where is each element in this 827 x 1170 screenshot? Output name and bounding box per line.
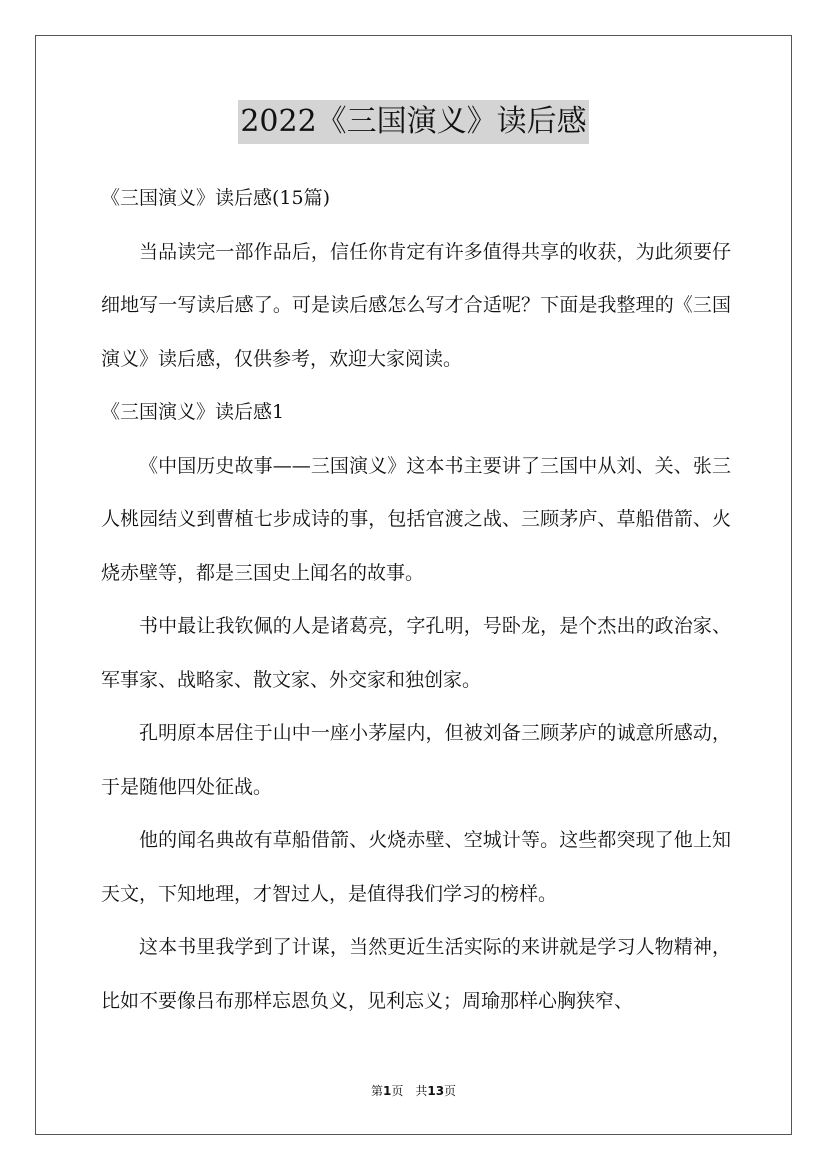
paragraph-intro: 当品读完一部作品后，信任你肯定有许多值得共享的收获，为此须要仔细地写一写读后感了。可是读后感怎么写才合适呢？下面是我整理的《三国演义》读后感，仅供参考，欢迎大家阅读。 bbox=[101, 240, 731, 370]
page-mid: 页 bbox=[391, 1084, 404, 1098]
paragraph-body: 他的闻名典故有草船借箭、火烧赤壁、空城计等。这些都突现了他上知天文，下知地理，才智过人，是值得我们学习的榜样。 bbox=[101, 829, 731, 905]
document-body bbox=[101, 172, 731, 1028]
paragraph-subtitle: 《三国演义》读后感(15篇) bbox=[101, 187, 331, 209]
document-title-wrapper bbox=[0, 100, 827, 144]
paragraph-body: 这本书里我学到了计谋，当然更近生活实际的来讲就是学习人物精神，比如不要像吕布那样忘恩负义，见利忘义；周瑜那样心胸狭窄、 bbox=[101, 936, 731, 1012]
paragraph-body: 《中国历史故事——三国演义》这本书主要讲了三国中从刘、关、张三人桃园结义到曹植七步成诗的事，包括官渡之战、三顾茅庐、草船借箭、火烧赤壁等，都是三国史上闻名的故事。 bbox=[101, 454, 731, 584]
paragraph-section-heading: 《三国演义》读后感1 bbox=[101, 401, 285, 423]
paragraph-body: 书中最让我钦佩的人是诸葛亮，字孔明，号卧龙，是个杰出的政治家、军事家、战略家、散文家、外交家和独创家。 bbox=[101, 615, 731, 691]
page-footer bbox=[0, 1082, 827, 1099]
document-title: 2022《三国演义》读后感 bbox=[238, 100, 588, 144]
page-current: 1 bbox=[382, 1084, 392, 1098]
paragraph-body: 孔明原本居住于山中一座小茅屋内，但被刘备三顾茅庐的诚意所感动，于是随他四处征战。 bbox=[101, 722, 731, 798]
total-suffix: 页 bbox=[444, 1084, 457, 1098]
page-total: 13 bbox=[427, 1084, 445, 1098]
page-prefix: 第 bbox=[370, 1084, 383, 1098]
total-prefix: 共 bbox=[415, 1084, 428, 1098]
